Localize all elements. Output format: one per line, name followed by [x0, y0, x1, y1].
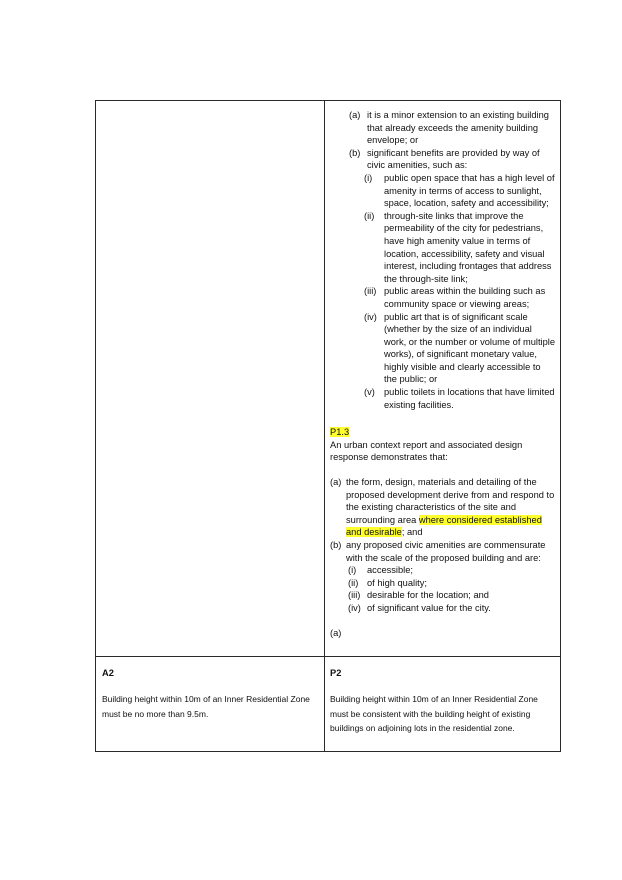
performance-criteria-p2-cell: [330, 667, 556, 736]
item-text: public toilets in locations that have limited existing facilities.: [384, 387, 555, 410]
performance-criteria-cell: [330, 109, 556, 639]
item-text: public open space that has a high level of amenity in terms of access to sunlight, space, location, safety and accessibility;: [384, 172, 555, 209]
list-item: [330, 109, 556, 147]
clause-title: P2: [330, 668, 342, 678]
item-label: (iv): [348, 602, 361, 613]
column-divider: [324, 101, 325, 751]
trailing-label: (a): [330, 627, 342, 638]
clause-title: A2: [102, 668, 114, 678]
item-text: public art that is of significant scale (whether by the size of an individual work, or the number or volume of multiple works), of significant monetary value, highly visible and clearly accessible to the public; or: [384, 311, 556, 385]
sub-list-item: [330, 564, 556, 577]
p13-heading: P1.3: [330, 427, 350, 438]
row-divider: [96, 656, 560, 657]
item-text: through-site links that improve the permeability of the city for pedestrians, have high amenity value in terms of location, accessibility, safety and visual interest, including frontages that address the through-site link;: [384, 210, 552, 284]
item-text: desirable for the location; and: [367, 590, 489, 601]
item-label: (iv): [364, 311, 377, 322]
item-label: (iii): [348, 590, 361, 601]
sub-list-item: [330, 311, 556, 387]
sub-list-item: [330, 386, 556, 411]
item-label: (a): [349, 110, 361, 120]
acceptable-solution-cell: [102, 667, 318, 721]
sub-list-item: [330, 172, 556, 210]
item-label: (i): [364, 172, 373, 183]
item-label: (a): [330, 477, 342, 488]
item-text: any proposed civic amenities are commensurate with the scale of the proposed building and are:: [346, 540, 546, 563]
p13-item-b: [330, 539, 556, 564]
sub-list-item: [330, 602, 556, 615]
highlighted-text: where considered established and desirable: [346, 514, 542, 538]
sub-list-item: [330, 589, 556, 602]
item-text: public areas within the building such as community space or viewing areas;: [384, 286, 546, 309]
item-label: (b): [349, 147, 361, 158]
item-text: of significant value for the city.: [367, 602, 491, 613]
item-label: (i): [348, 565, 357, 576]
item-label: (iii): [364, 286, 377, 297]
item-label: (ii): [348, 577, 359, 588]
item-label: (b): [330, 540, 342, 550]
sub-list-item: [330, 285, 556, 310]
p13-item-a: [330, 476, 556, 539]
clause-text: Building height within 10m of an Inner Residential Zone must be no more than 9.5m.: [102, 694, 310, 719]
p13-intro: An urban context report and associated design response demonstrates that:: [330, 439, 523, 463]
item-label: (v): [364, 387, 375, 398]
item-text: significant benefits are provided by way of civic amenities, such as:: [367, 147, 540, 171]
item-text: the form, design, materials and detailing of the proposed development derive from and respond to the existing characteristics of the site and surrounding area where considered established and desirable; and: [346, 477, 555, 538]
sub-list-item: [330, 577, 556, 590]
item-label: (ii): [364, 210, 375, 221]
planning-table: [95, 100, 561, 752]
item-text: it is a minor extension to an existing building that already exceeds the amenity building envelope; or: [367, 110, 549, 146]
sub-list-item: [330, 210, 556, 286]
item-text: accessible;: [367, 565, 413, 576]
clause-text: Building height within 10m of an Inner Residential Zone must be consistent with the building height of existing buildings on adjoining lots in the residential zone.: [330, 694, 538, 733]
list-item: [330, 147, 556, 172]
item-text: of high quality;: [367, 577, 427, 588]
